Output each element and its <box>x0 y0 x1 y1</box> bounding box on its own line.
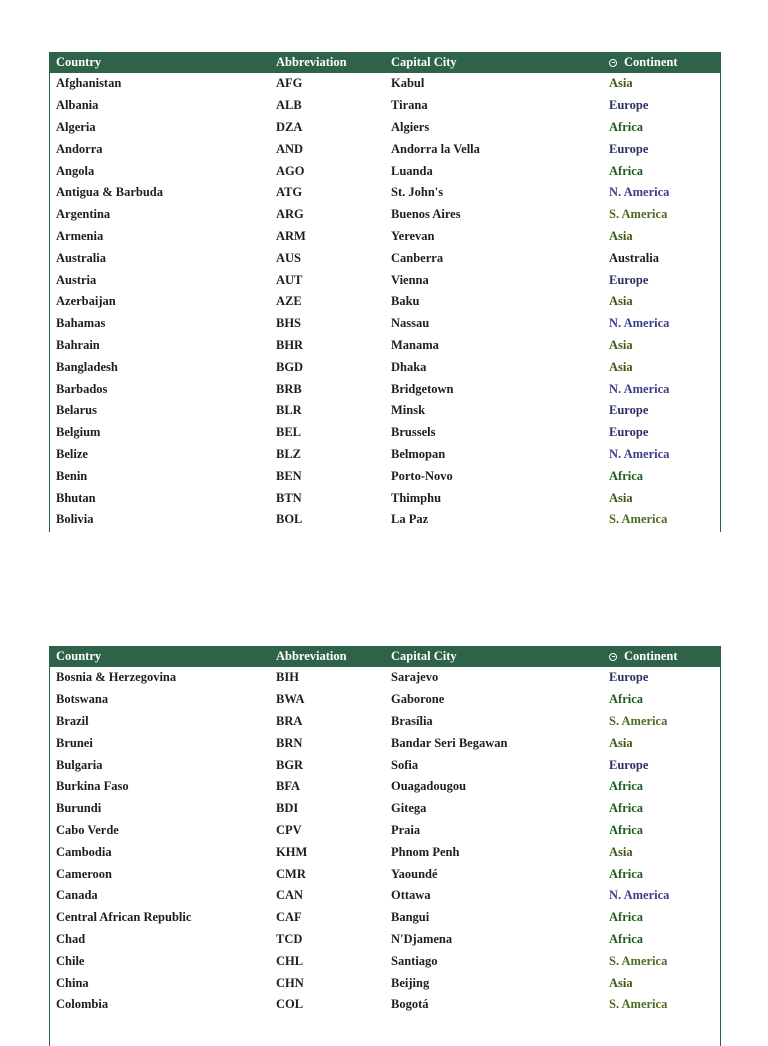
cell-capital: Brussels <box>391 425 436 440</box>
table-row <box>50 160 720 182</box>
cell-capital: Sofia <box>391 757 419 772</box>
cell-abbreviation: KHM <box>276 844 308 859</box>
cell-country: Argentina <box>56 207 111 222</box>
cell-capital: Bogotá <box>391 997 429 1012</box>
cell-continent: Europe <box>609 757 649 772</box>
cell-abbreviation: BHR <box>276 337 304 352</box>
cell-country: Chile <box>56 953 85 968</box>
cell-continent: Asia <box>609 228 633 243</box>
cell-abbreviation: AFG <box>276 76 303 91</box>
cell-capital: Bridgetown <box>391 381 454 396</box>
cell-capital: Canberra <box>391 250 444 265</box>
header-country[interactable]: Country <box>56 55 102 69</box>
cell-abbreviation: ALB <box>276 98 302 113</box>
cell-abbreviation: BHS <box>276 316 302 331</box>
cell-country: Austria <box>56 272 97 287</box>
cell-abbreviation: BWA <box>276 692 305 707</box>
cell-country: Barbados <box>56 381 108 396</box>
table-row <box>50 422 720 444</box>
cell-abbreviation: DZA <box>276 119 303 134</box>
cell-country: Azerbaijan <box>56 294 116 309</box>
table-row <box>50 667 720 689</box>
table-row <box>50 356 720 378</box>
cell-country: Cameroon <box>56 866 113 881</box>
cell-continent: S. America <box>609 953 668 968</box>
cell-continent: N. America <box>609 185 670 200</box>
cell-country: Bhutan <box>56 490 96 505</box>
cell-capital: Gitega <box>391 801 427 816</box>
cell-abbreviation: AUT <box>276 272 303 287</box>
cell-country: Central African Republic <box>56 910 192 925</box>
cell-continent: Africa <box>609 866 644 881</box>
cell-capital: Brasília <box>391 713 433 728</box>
table-row <box>50 95 720 117</box>
table-row <box>50 754 720 776</box>
table-row <box>50 465 720 487</box>
cell-abbreviation: CPV <box>276 822 302 837</box>
cell-country: Botswana <box>56 692 109 707</box>
cell-capital: Andorra la Vella <box>391 141 480 156</box>
cell-country: Angola <box>56 163 95 178</box>
header-continent-label: Continent <box>624 649 678 663</box>
cell-capital: Baku <box>391 294 420 309</box>
table-body <box>50 73 720 531</box>
table-row <box>50 400 720 422</box>
cell-country: China <box>56 975 89 990</box>
cell-continent: N. America <box>609 888 670 903</box>
country-table-2 <box>49 646 721 1046</box>
table-row <box>50 820 720 842</box>
table-row <box>50 138 720 160</box>
table-row <box>50 776 720 798</box>
cell-capital: Nassau <box>391 316 430 331</box>
cell-abbreviation: BTN <box>276 490 302 505</box>
cell-continent: Africa <box>609 119 644 134</box>
sort-circle-icon[interactable] <box>609 653 617 661</box>
cell-continent: Asia <box>609 294 633 309</box>
cell-abbreviation: BGR <box>276 757 304 772</box>
table-row <box>50 117 720 139</box>
table-body <box>50 667 720 1016</box>
cell-continent: Africa <box>609 163 644 178</box>
table-row <box>50 732 720 754</box>
cell-country: Albania <box>56 98 99 113</box>
cell-abbreviation: CHN <box>276 975 304 990</box>
cell-continent: Australia <box>609 250 659 265</box>
header-capital[interactable]: Capital City <box>391 55 457 69</box>
cell-continent: Europe <box>609 670 649 685</box>
cell-capital: Bangui <box>391 910 430 925</box>
table-row <box>50 863 720 885</box>
cell-country: Cabo Verde <box>56 822 119 837</box>
cell-abbreviation: BLR <box>276 403 302 418</box>
cell-abbreviation: AZE <box>276 294 302 309</box>
cell-country: Algeria <box>56 119 96 134</box>
cell-capital: Porto-Novo <box>391 468 453 483</box>
cell-continent: Africa <box>609 910 644 925</box>
cell-abbreviation: CMR <box>276 866 306 881</box>
header-continent-label: Continent <box>624 55 678 69</box>
cell-capital: Algiers <box>391 119 430 134</box>
cell-country: Bosnia & Herzegovina <box>56 670 177 685</box>
table-row <box>50 487 720 509</box>
cell-country: Cambodia <box>56 844 112 859</box>
cell-country: Bulgaria <box>56 757 103 772</box>
cell-continent: Europe <box>609 425 649 440</box>
cell-capital: Thimphu <box>391 490 442 505</box>
cell-continent: Africa <box>609 822 644 837</box>
cell-country: Canada <box>56 888 98 903</box>
cell-abbreviation: BOL <box>276 512 303 527</box>
cell-abbreviation: BEL <box>276 425 302 440</box>
table-header <box>50 52 720 73</box>
table-row <box>50 291 720 313</box>
cell-continent: Africa <box>609 692 644 707</box>
cell-country: Brazil <box>56 713 89 728</box>
cell-capital: Buenos Aires <box>391 207 461 222</box>
cell-country: Andorra <box>56 141 103 156</box>
cell-abbreviation: BRA <box>276 713 303 728</box>
cell-abbreviation: AND <box>276 141 304 156</box>
cell-country: Chad <box>56 931 86 946</box>
cell-continent: Africa <box>609 779 644 794</box>
table-row <box>50 972 720 994</box>
cell-capital: N'Djamena <box>391 931 453 946</box>
header-continent[interactable] <box>603 55 720 70</box>
table-row <box>50 885 720 907</box>
cell-capital: Phnom Penh <box>391 844 460 859</box>
table-row <box>50 711 720 733</box>
header-capital[interactable]: Capital City <box>391 649 457 663</box>
cell-country: Bahamas <box>56 316 106 331</box>
cell-capital: Ottawa <box>391 888 431 903</box>
cell-country: Bangladesh <box>56 359 118 374</box>
table-row <box>50 907 720 929</box>
cell-country: Afghanistan <box>56 76 122 91</box>
cell-abbreviation: BIH <box>276 670 299 685</box>
cell-continent: Asia <box>609 76 633 91</box>
cell-continent: S. America <box>609 207 668 222</box>
sort-circle-icon[interactable] <box>609 59 617 67</box>
cell-capital: Manama <box>391 337 439 352</box>
cell-abbreviation: ATG <box>276 185 303 200</box>
cell-continent: N. America <box>609 446 670 461</box>
cell-country: Brunei <box>56 735 93 750</box>
cell-country: Belarus <box>56 403 97 418</box>
cell-country: Australia <box>56 250 106 265</box>
table-row <box>50 444 720 466</box>
table-row <box>50 689 720 711</box>
table-row <box>50 73 720 95</box>
table-row <box>50 226 720 248</box>
cell-continent: Asia <box>609 490 633 505</box>
table-header <box>50 646 720 667</box>
cell-continent: Europe <box>609 272 649 287</box>
table-row <box>50 335 720 357</box>
cell-capital: Belmopan <box>391 446 446 461</box>
header-abbreviation[interactable]: Abbreviation <box>276 649 347 663</box>
table-row <box>50 313 720 335</box>
country-table-1 <box>49 52 721 532</box>
cell-abbreviation: CHL <box>276 953 304 968</box>
cell-abbreviation: BEN <box>276 468 302 483</box>
header-continent[interactable] <box>603 649 720 664</box>
header-abbreviation[interactable]: Abbreviation <box>276 55 347 69</box>
cell-continent: Asia <box>609 735 633 750</box>
table-row <box>50 929 720 951</box>
cell-continent: N. America <box>609 381 670 396</box>
cell-country: Colombia <box>56 997 109 1012</box>
cell-capital: La Paz <box>391 512 429 527</box>
table-row <box>50 509 720 531</box>
cell-capital: Luanda <box>391 163 433 178</box>
cell-continent: Asia <box>609 975 633 990</box>
cell-country: Antigua & Barbuda <box>56 185 163 200</box>
cell-capital: Sarajevo <box>391 670 439 685</box>
table-row <box>50 841 720 863</box>
table-row <box>50 994 720 1016</box>
cell-abbreviation: BRB <box>276 381 302 396</box>
cell-abbreviation: BLZ <box>276 446 302 461</box>
cell-abbreviation: BDI <box>276 801 299 816</box>
cell-capital: Yerevan <box>391 228 435 243</box>
cell-continent: N. America <box>609 316 670 331</box>
cell-capital: Gaborone <box>391 692 445 707</box>
cell-abbreviation: BFA <box>276 779 301 794</box>
cell-continent: Europe <box>609 403 649 418</box>
cell-continent: Europe <box>609 141 649 156</box>
cell-capital: Ouagadougou <box>391 779 467 794</box>
cell-country: Benin <box>56 468 88 483</box>
cell-continent: Africa <box>609 801 644 816</box>
cell-continent: Asia <box>609 337 633 352</box>
header-country[interactable]: Country <box>56 649 102 663</box>
table-row <box>50 950 720 972</box>
table-row <box>50 269 720 291</box>
cell-abbreviation: ARM <box>276 228 306 243</box>
table-row <box>50 247 720 269</box>
cell-capital: Vienna <box>391 272 429 287</box>
cell-country: Burundi <box>56 801 102 816</box>
cell-continent: Asia <box>609 844 633 859</box>
cell-country: Burkina Faso <box>56 779 129 794</box>
cell-abbreviation: BRN <box>276 735 303 750</box>
cell-continent: S. America <box>609 997 668 1012</box>
cell-continent: S. America <box>609 512 668 527</box>
cell-capital: St. John's <box>391 185 444 200</box>
cell-country: Belize <box>56 446 88 461</box>
cell-abbreviation: AUS <box>276 250 302 265</box>
cell-abbreviation: ARG <box>276 207 304 222</box>
cell-capital: Yaoundé <box>391 866 438 881</box>
cell-capital: Tirana <box>391 98 428 113</box>
cell-country: Bolivia <box>56 512 94 527</box>
cell-continent: S. America <box>609 713 668 728</box>
cell-capital: Kabul <box>391 76 425 91</box>
cell-abbreviation: COL <box>276 997 304 1012</box>
table-row <box>50 378 720 400</box>
cell-abbreviation: TCD <box>276 931 303 946</box>
table-row <box>50 798 720 820</box>
cell-continent: Asia <box>609 359 633 374</box>
cell-capital: Dhaka <box>391 359 427 374</box>
cell-country: Armenia <box>56 228 104 243</box>
table-row <box>50 182 720 204</box>
cell-capital: Beijing <box>391 975 430 990</box>
cell-abbreviation: CAN <box>276 888 304 903</box>
cell-capital: Minsk <box>391 403 426 418</box>
cell-capital: Bandar Seri Begawan <box>391 735 508 750</box>
table-row <box>50 204 720 226</box>
cell-capital: Santiago <box>391 953 438 968</box>
cell-continent: Europe <box>609 98 649 113</box>
cell-continent: Africa <box>609 931 644 946</box>
cell-continent: Africa <box>609 468 644 483</box>
cell-capital: Praia <box>391 822 421 837</box>
cell-abbreviation: BGD <box>276 359 304 374</box>
cell-country: Belgium <box>56 425 101 440</box>
cell-country: Bahrain <box>56 337 100 352</box>
cell-abbreviation: AGO <box>276 163 305 178</box>
cell-abbreviation: CAF <box>276 910 302 925</box>
